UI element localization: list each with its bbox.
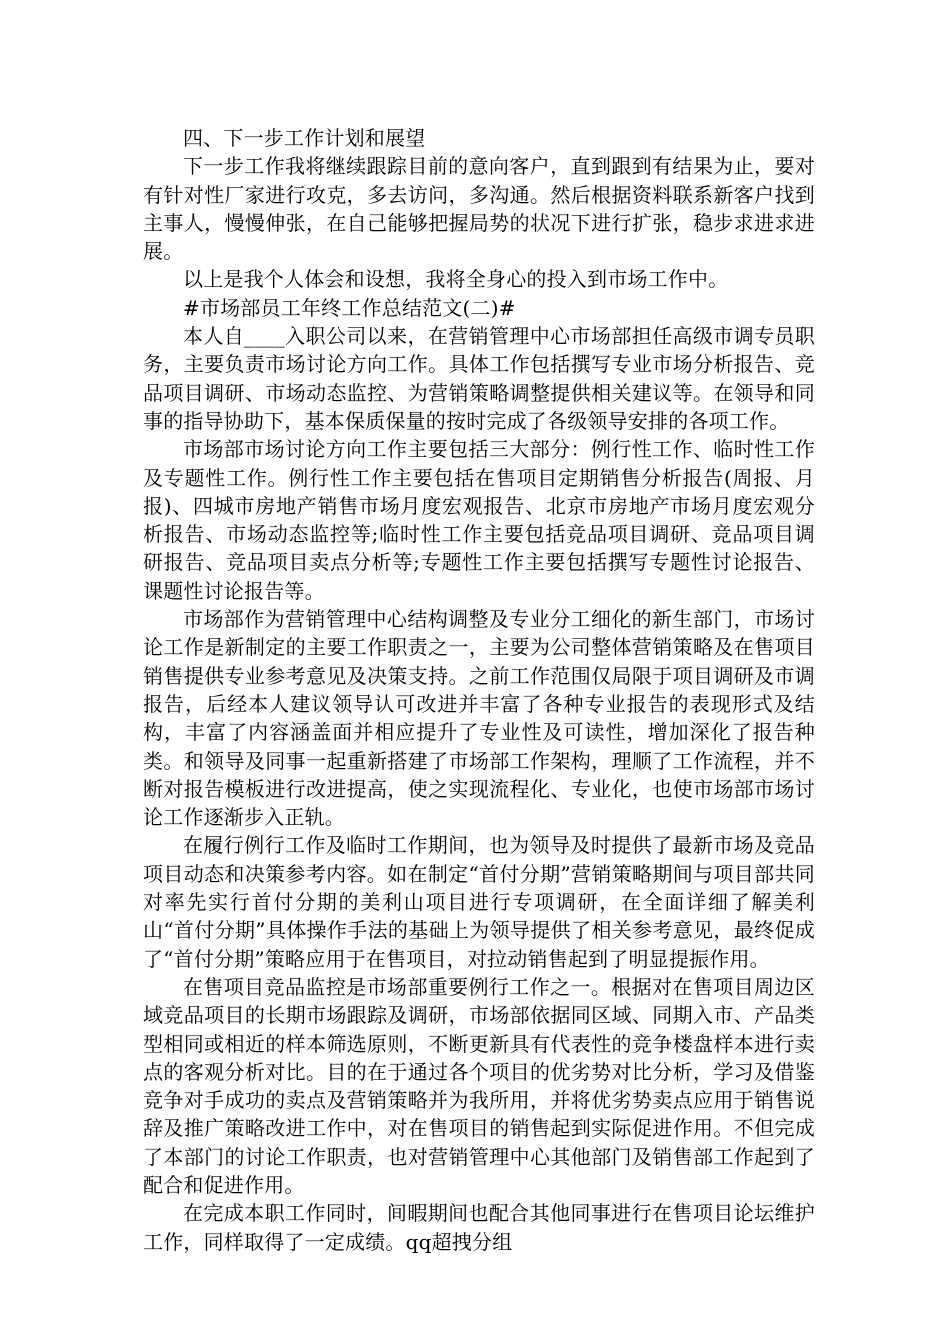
document-body xyxy=(143,124,815,1256)
paragraph-next-steps: 下一步工作我将继续跟踪目前的意向客户，直到跟到有结果为止，要对有针对性厂家进行攻克，多去访问，多沟通。然后根据资料联系新客户找到主事人，慢慢伸张，在自己能够把握局势的状况下进行扩张，稳步求进求进展。 xyxy=(143,154,815,264)
paragraph-introduction: 本人自____入职公司以来，在营销管理中心市场部担任高级市调专员职务，主要负责市场讨论方向工作。具体工作包括撰写专业市场分析报告、竞品项目调研、市场动态监控、为营销策略调整提供相关建议等。在领导和同事的指导协助下，基本保质保量的按时完成了各级领导安排的各项工作。 xyxy=(143,324,815,433)
paragraph-conclusion: 以上是我个人体会和设想，我将全身心的投入到市场工作中。 xyxy=(183,267,729,292)
paragraph-routine-work: 在履行例行工作及临时工作期间，也为领导及时提供了最新市场及竞品项目动态和决策参考内容。如在制定“首付分期”营销策略期间与项目部共同对率先实行首付分期的美利山项目进行专项调研，在全面详细了解美利山“首付分期”具体操作手法的基础上为领导提供了相关参考意见，最终促成了“首付分期”策略应用于在售项目，对拉动销售起到了明显提振作用。 xyxy=(143,833,815,971)
paragraph-work-scope: 市场部市场讨论方向工作主要包括三大部分：例行性工作、临时性工作及专题性工作。例行性工作主要包括在售项目定期销售分析报告(周报、月报)、四城市房地产销售市场月度宏观报告、北京市房地产市场月度宏观分析报告、市场动态监控等;临时性工作主要包括竞品项目调研、竞品项目调研报告、竞品项目卖点分析等;专题性工作主要包括撰写专题性讨论报告、课题性讨论报告等。 xyxy=(143,437,815,603)
section-heading-next-steps: 四、下一步工作计划和展望 xyxy=(183,126,426,150)
section-heading-sample-two: #市场部员工年终工作总结范文(二)# xyxy=(183,295,516,320)
paragraph-department-role: 市场部作为营销管理中心结构调整及专业分工细化的新生部门，市场讨论工作是新制定的主要工作职责之一，主要为公司整体营销策略及在售项目销售提供专业参考意见及决策支持。之前工作范围仅局限于项目调研及市调报告，后经本人建议领导认可改进并丰富了各种专业报告的表现形式及结构，丰富了内容涵盖面并相应提升了专业性及可读性，增加深化了报告种类。和领导及同事一起重新搭建了市场部工作架构，理顺了工作流程，并不断对报告模板进行改进提高，使之实现流程化、专业化，也使市场部市场讨论工作逐渐步入正轨。 xyxy=(143,607,815,830)
paragraph-additional-work: 在完成本职工作同时，间暇期间也配合其他同事进行在售项目论坛维护工作，同样取得了一定成绩。qq超拽分组 xyxy=(143,1201,815,1254)
paragraph-competitor-monitoring: 在售项目竞品监控是市场部重要例行工作之一。根据对在售项目周边区域竞品项目的长期市场跟踪及调研，市场部依据同区域、同期入市、产品类型相同或相近的样本筛选原则，不断更新具有代表性的竞争楼盘样本进行卖点的客观分析对比。目的在于通过各个项目的优劣势对比分析，学习及借鉴竞争对手成功的卖点及营销策略并为我所用，并将优劣势卖点应用于销售说辞及推广策略改进工作中，对在售项目的销售起到实际促进作用。不但完成了本部门的讨论工作职责，也对营销管理中心其他部门及销售部工作起到了配合和促进作用。 xyxy=(143,974,815,1197)
